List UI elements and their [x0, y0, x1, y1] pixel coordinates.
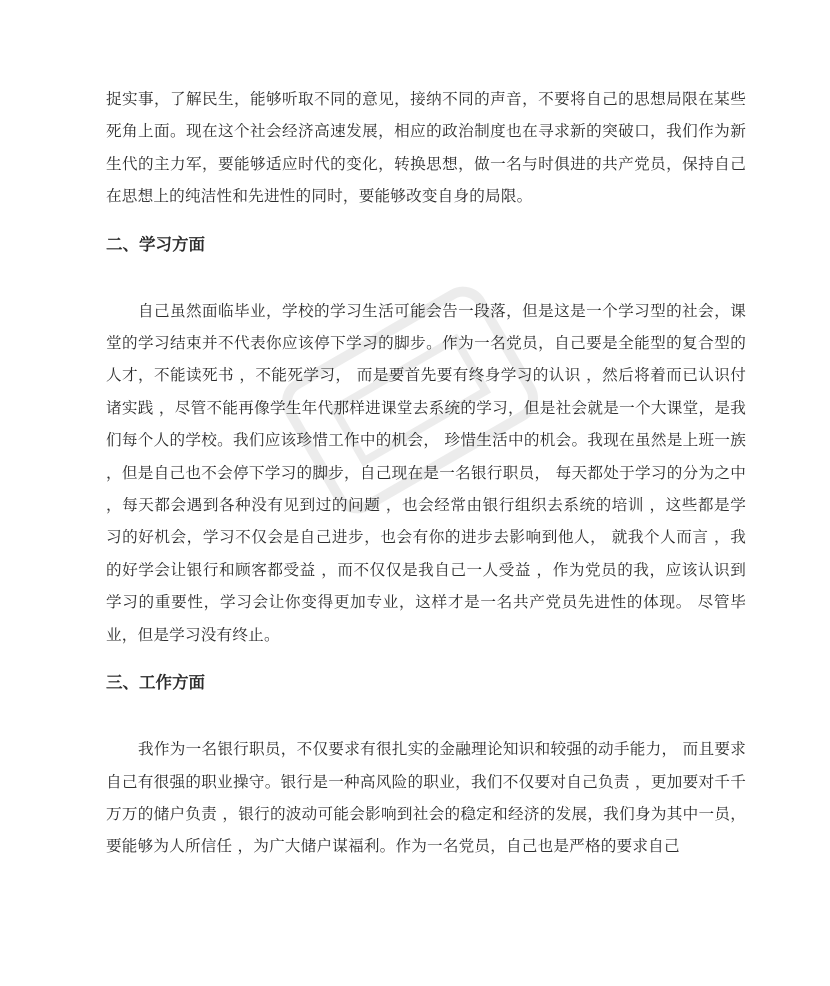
intro-paragraph: 捉实事，了解民生，能够听取不同的意见，接纳不同的声音，不要将自己的思想局限在某些死角上面。现在这个社会经济高速发展，相应的政治制度也在寻求新的突破口，我们作为新生代的主力军，要能够适应时代的变化，转换思想，做一名与时俱进的共产党员，保持自己在思想上的纯洁性和先进性的同时，要能够改变自身的局限。 — [106, 90, 746, 206]
study-section-paragraph: 自己虽然面临毕业，学校的学习生活可能会告一段落，但是这是一个学习型的社会，课堂的学习结束并不代表你应该停下学习的脚步。作为一名党员，自己要是全能型的复合型的人才，不能读死书 ，不能死学习， 而是要首先要有终身学习的认识 ，然后将着而已认识付诸实践 ，尽管不能再像学生年代那样进课堂去系统的学习，但是社会就是一个大课堂，是我们每个人的学校。我们应该珍惜工作中的机会， 珍惜生活中的机会。我现在虽然是上班一族 ，但是自己也不会停下学习的脚步，自己现在是一名银行职员， 每天都处于学习的分为之中 ，每天都会遇到各种没有见到过的问题 ，也会经常由银行组织去系统的培训 ，这些都是学习的好机会，学习不仅会是自己进步，也会有你的进步去影响到他人， 就我个人而言 ，我的好学会让银行和顾客都受益 ，而不仅仅是我自己一人受益 ，作为党员的我，应该认识到学习的重要性，学习会让你变得更加专业，这样才是一名共产党员先进性的体现。 尽管毕业，但是学习没有终止。 — [106, 301, 746, 644]
study-section-heading: 二、学习方面 — [106, 234, 205, 254]
work-section-paragraph: 我作为一名银行职员，不仅要求有很扎实的金融理论知识和较强的动手能力， 而且要求自己有很强的职业操守。银行是一种高风险的职业，我们不仅要对自己负责 ，更加要对千千万万的储户负责 ，银行的波动可能会影响到社会的稳定和经济的发展，我们身为其中一员，要能够为人所信任 ，为广大储户谋福利。作为一名党员，自己也是严格的要求自己 — [106, 740, 746, 856]
document-body — [106, 83, 746, 863]
work-section-heading: 三、工作方面 — [106, 673, 205, 693]
